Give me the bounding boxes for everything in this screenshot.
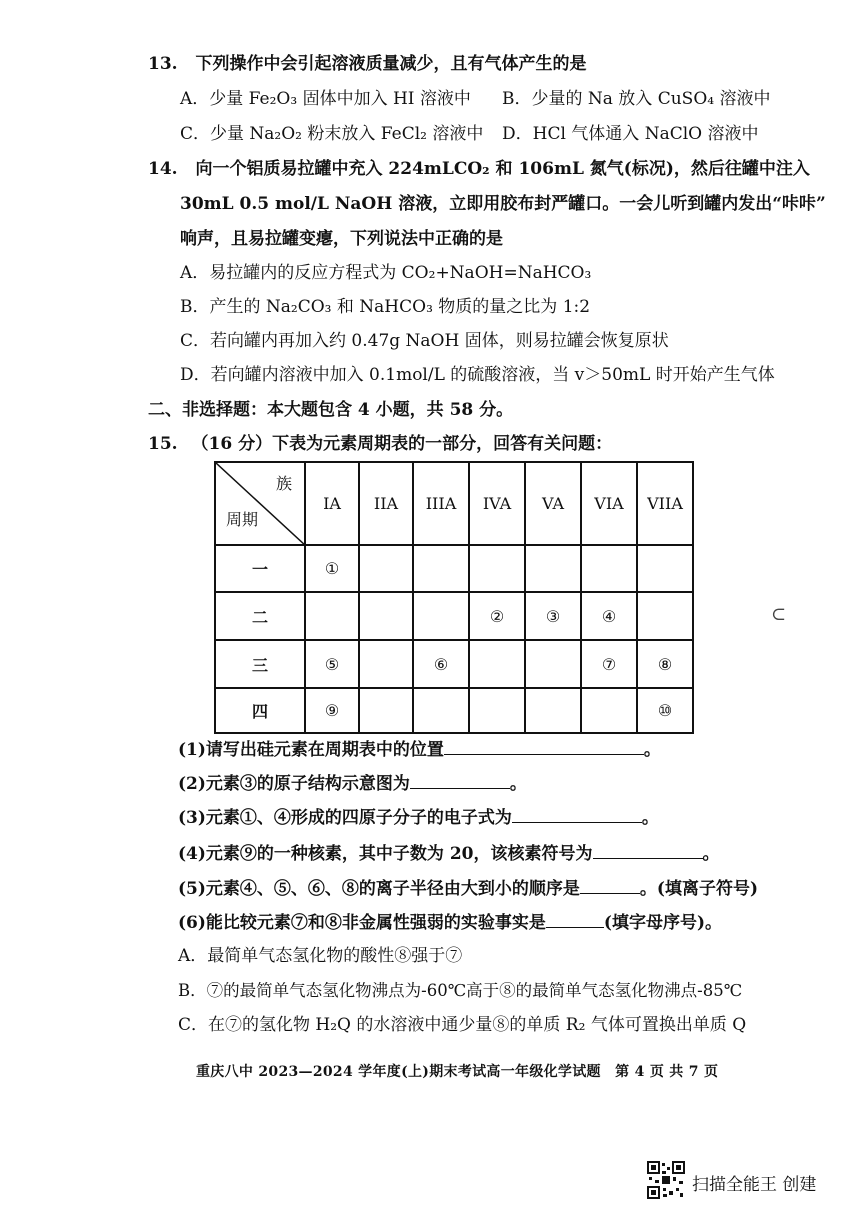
q14-stem-2: 30mL 0.5 mol/L NaOH 溶液，立即用胶布封严罐口。一会儿听到罐内发出“咔咔” (180, 194, 826, 214)
q14-option-d: D．若向罐内溶液中加入 0.1mol/L 的硫酸溶液，当 v＞50mL 时开始产生气体 (180, 365, 775, 385)
table-cell: ⑦ (581, 640, 637, 688)
table-cell (525, 545, 581, 592)
period-label: 三 (215, 640, 305, 688)
group-header: IIIA (413, 462, 469, 545)
table-cell (525, 640, 581, 688)
q15-part-1 (178, 738, 661, 761)
table-cell: ⑧ (637, 640, 693, 688)
q13-option-b: B．少量的 Na 放入 CuSO₄ 溶液中 (502, 89, 771, 109)
q13-option-c: C．少量 Na₂O₂ 粉末放入 FeCl₂ 溶液中 (180, 124, 484, 144)
q15-part-5-text: (5)元素④、⑤、⑥、⑧的离子半径由大到小的顺序是 (178, 879, 580, 899)
q14-option-c: C．若向罐内再加入约 0.47g NaOH 固体，则易拉罐会恢复原状 (180, 331, 669, 351)
q15-part-2-text: (2)元素③的原子结构示意图为 (178, 774, 410, 794)
table-cell: ③ (525, 592, 581, 640)
q13-stem-text: 下列操作中会引起溶液质量减少，且有气体产生的是 (195, 54, 587, 74)
q15-part-2-end: 。 (509, 774, 527, 794)
q15-part-6 (178, 911, 722, 934)
table-cell (359, 592, 413, 640)
answer-blank[interactable] (580, 877, 640, 894)
corner-group-label: 族 (275, 474, 292, 493)
group-header: VA (525, 462, 581, 545)
section-2-heading: 二、非选择题：本大题包含 4 小题，共 58 分。 (148, 400, 514, 420)
table-cell (469, 640, 525, 688)
group-header: IA (305, 462, 359, 545)
table-cell (359, 688, 413, 733)
table-cell: ⑩ (637, 688, 693, 733)
table-cell (637, 545, 693, 592)
table-header-row (215, 462, 693, 545)
margin-scribble: ⊂ (771, 604, 787, 625)
period-label: 二 (215, 592, 305, 640)
table-cell: ⑥ (413, 640, 469, 688)
period-label: 一 (215, 545, 305, 592)
table-cell (637, 592, 693, 640)
q15-stem-text: （16 分）下表为元素周期表的一部分，回答有关问题： (191, 434, 613, 454)
group-header: IVA (469, 462, 525, 545)
q15-part-5 (178, 877, 758, 900)
q15-part-3-end: 。 (641, 808, 659, 828)
q14-stem-text-1: 向一个铝质易拉罐中充入 224mLCO₂ 和 106mL 氮气(标况)，然后往罐中注入 (195, 159, 810, 179)
page-footer: 重庆八中 2023—2024 学年度(上)期末考试高一年级化学试题 第 4 页 共 7 页 (196, 1064, 719, 1080)
q15-part-4-end: 。 (702, 844, 720, 864)
table-row (215, 592, 693, 640)
table-row (215, 688, 693, 733)
q15-number: 15. (148, 434, 178, 454)
table-cell: ② (469, 592, 525, 640)
q13-stem (148, 53, 587, 75)
q15-part-5-end: 。(填离子符号) (639, 879, 759, 899)
q15-part-6-option-c: C．在⑦的氢化物 H₂Q 的水溶液中通少量⑧的单质 R₂ 气体可置换出单质 Q (178, 1015, 747, 1035)
q15-part-3 (178, 806, 659, 829)
q15-part-6-text: (6)能比较元素⑦和⑧非金属性强弱的实验事实是 (178, 913, 546, 933)
table-cell (413, 688, 469, 733)
group-header: VIA (581, 462, 637, 545)
period-label: 四 (215, 688, 305, 733)
table-row (215, 545, 693, 592)
table-cell (359, 640, 413, 688)
q15-part-6-option-a: A．最简单气态氢化物的酸性⑧强于⑦ (178, 946, 463, 966)
q15-part-4 (178, 842, 720, 865)
q15-part-4-text: (4)元素⑨的一种核素，其中子数为 20，该核素符号为 (178, 844, 593, 864)
table-cell: ⑨ (305, 688, 359, 733)
corner-period-label: 周期 (226, 510, 259, 529)
answer-blank[interactable] (444, 738, 644, 755)
table-cell (581, 545, 637, 592)
table-corner-cell (215, 462, 305, 545)
corner-diagonal (216, 463, 306, 546)
table-cell (413, 545, 469, 592)
table-cell (525, 688, 581, 733)
q13-number: 13. (148, 54, 178, 74)
table-cell (359, 545, 413, 592)
table-cell: ⑤ (305, 640, 359, 688)
table-cell: ④ (581, 592, 637, 640)
q13-option-d: D．HCl 气体通入 NaClO 溶液中 (502, 124, 759, 144)
q14-number: 14. (148, 159, 178, 179)
q15-part-3-text: (3)元素①、④形成的四原子分子的电子式为 (178, 808, 512, 828)
qr-code-icon (647, 1161, 685, 1199)
q15-part-1-text: (1)请写出硅元素在周期表中的位置 (178, 740, 444, 760)
table-cell: ① (305, 545, 359, 592)
q15-part-6-option-b: B．⑦的最简单气态氢化物沸点为-60℃高于⑧的最简单气态氢化物沸点-85℃ (178, 981, 743, 1000)
scanner-brand-text: 扫描全能王 创建 (692, 1175, 817, 1195)
table-cell (469, 688, 525, 733)
table-cell (469, 545, 525, 592)
q14-option-b: B．产生的 Na₂CO₃ 和 NaHCO₃ 物质的量之比为 1:2 (180, 297, 591, 317)
table-cell (305, 592, 359, 640)
answer-blank[interactable] (410, 772, 510, 789)
answer-blank[interactable] (512, 806, 642, 823)
periodic-table (214, 461, 694, 734)
table-cell (413, 592, 469, 640)
q15-part-2 (178, 772, 527, 795)
q14-option-a: A．易拉罐内的反应方程式为 CO₂+NaOH=NaHCO₃ (180, 263, 592, 283)
q15-part-6-end: (填字母序号)。 (603, 913, 723, 933)
q15-stem (148, 433, 612, 455)
q13-option-a: A．少量 Fe₂O₃ 固体中加入 HI 溶液中 (180, 89, 471, 109)
group-header: IIA (359, 462, 413, 545)
group-header: VIIA (637, 462, 693, 545)
q15-part-1-end: 。 (643, 740, 661, 760)
answer-blank[interactable] (593, 842, 703, 859)
q14-stem-1 (148, 158, 810, 180)
answer-blank[interactable] (546, 911, 604, 928)
table-cell (581, 688, 637, 733)
table-row (215, 640, 693, 688)
q14-stem-3: 响声，且易拉罐变瘪，下列说法中正确的是 (180, 229, 503, 249)
